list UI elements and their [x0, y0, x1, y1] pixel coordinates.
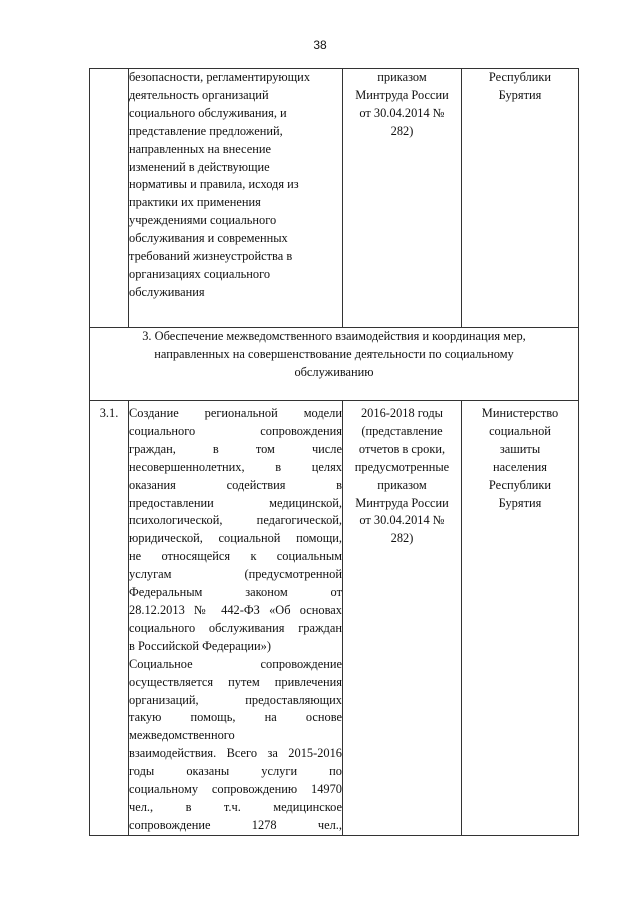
- text-line: социального обслуживания, и: [129, 105, 287, 120]
- measure-description: [129, 69, 343, 328]
- text-line: организациях социального: [129, 266, 271, 281]
- text-line: 282): [390, 531, 414, 546]
- execution-term: [343, 401, 462, 836]
- text-line: Социальное сопровождение: [129, 656, 342, 671]
- text-line: представление предложений,: [129, 123, 283, 138]
- text-line: Федеральным законом от: [129, 585, 342, 600]
- text-line: требований жизнеустройства в: [129, 249, 293, 264]
- page-number: 38: [313, 38, 327, 52]
- section-heading: [90, 328, 579, 401]
- text-line: социального сопровождения: [129, 423, 342, 438]
- text-line: приказом: [377, 477, 427, 492]
- text-line: оказания содействия в: [129, 477, 342, 492]
- text-line: (представление: [361, 423, 443, 438]
- table-row: [90, 69, 579, 328]
- text-line: осуществляется путем привлечения: [129, 674, 342, 689]
- text-line: 2016-2018 годы: [360, 406, 444, 420]
- text-line: межведомственного: [129, 728, 235, 743]
- text-line: граждан, в том числе: [129, 441, 342, 456]
- text-line: изменений в действующие: [129, 159, 270, 174]
- text-line: годы оказаны услуги по: [129, 764, 342, 779]
- document-table: [89, 68, 579, 836]
- text-line: чел., в т.ч. медицинское: [129, 799, 342, 814]
- row-number: 3.1.: [90, 401, 129, 836]
- text-line: организаций, предоставляющих: [129, 692, 342, 707]
- text-line: социальному сопровождению 14970: [129, 782, 342, 797]
- text-line: несовершеннолетних, в целях: [129, 459, 342, 474]
- text-line: от 30.04.2014 №: [359, 105, 445, 120]
- text-line: Создание региональной модели: [129, 406, 342, 420]
- text-line: Республики: [488, 70, 552, 84]
- text-line: 3. Обеспечение межведомственного взаимодействия и координация мер,: [142, 329, 526, 343]
- text-line: обслуживанию: [294, 364, 374, 379]
- text-line: Бурятия: [498, 87, 542, 102]
- responsible-executor: [462, 401, 579, 836]
- text-line: Министерство: [481, 406, 559, 420]
- text-line: Бурятия: [498, 495, 542, 510]
- text-line: населения: [493, 459, 547, 474]
- text-line: сопровождение 1278 чел.,: [129, 817, 342, 832]
- text-line: обслуживания: [129, 284, 205, 299]
- text-line: направленных на совершенствование деятельности по социальному: [154, 346, 514, 361]
- text-line: нормативы и правила, исходя из: [129, 177, 299, 192]
- text-line: 28.12.2013 № 442-ФЗ «Об основах: [129, 602, 342, 617]
- row-number: [90, 69, 129, 328]
- text-line: 282): [390, 123, 414, 138]
- text-line: Минтруда России: [355, 87, 449, 102]
- text-line: социальной: [489, 423, 551, 438]
- text-line: социального обслуживания граждан: [129, 620, 342, 635]
- text-line: безопасности, регламентирующих: [129, 70, 311, 84]
- text-line: практики их применения: [129, 195, 261, 210]
- text-line: юридической, социальной помощи,: [129, 531, 342, 546]
- text-line: не относящейся к социальным: [129, 549, 342, 564]
- text-line: направленных на внесение: [129, 141, 271, 156]
- text-line: Минтруда России: [355, 495, 449, 510]
- text-line: учреждениями социального: [129, 213, 277, 228]
- execution-term: [343, 69, 462, 328]
- text-line: психологической, педагогической,: [129, 513, 342, 528]
- text-line: Республики: [488, 477, 552, 492]
- text-line: отчетов в сроки,: [358, 441, 446, 456]
- text-line: услугам (предусмотренной: [129, 567, 342, 582]
- text-line: такую помощь, на основе: [129, 710, 342, 725]
- text-line: предоставлении медицинской,: [129, 495, 342, 510]
- text-line: предусмотренные: [354, 459, 450, 474]
- table-row: [90, 401, 579, 836]
- text-line: обслуживания и современных: [129, 231, 288, 246]
- text-line: взаимодействия. Всего за 2015-2016: [129, 746, 342, 761]
- text-line: от 30.04.2014 №: [359, 513, 445, 528]
- measure-description: [129, 401, 343, 836]
- responsible-executor: [462, 69, 579, 328]
- text-line: приказом: [377, 70, 427, 84]
- text-line: зашиты: [499, 441, 541, 456]
- section-heading-row: [90, 328, 579, 401]
- text-line: деятельность организаций: [129, 87, 269, 102]
- text-line: в Российской Федерации»): [129, 638, 271, 653]
